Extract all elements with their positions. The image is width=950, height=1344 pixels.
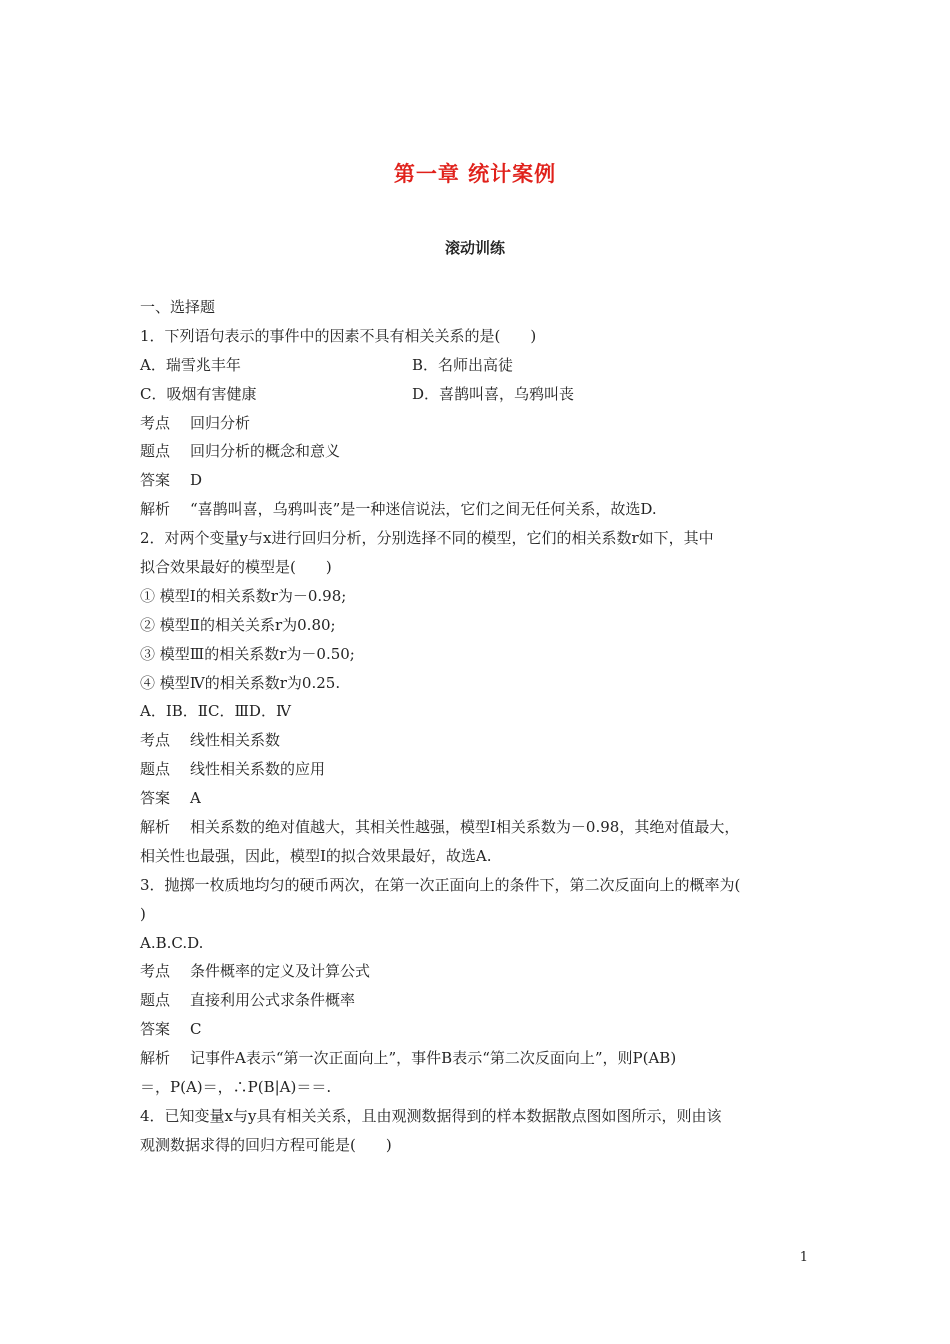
q2-tidian-label: 题点: [140, 760, 171, 779]
q2-kaodian-label: 考点: [140, 731, 171, 750]
q1-kaodian-label: 考点: [140, 413, 171, 432]
q3-answer: [140, 1015, 805, 1044]
q1-option-d: D．喜鹊叫喜，乌鸦叫丧: [412, 384, 575, 403]
q3-analysis-line1: [140, 1044, 805, 1073]
section-subtitle: 滚动训练: [444, 239, 505, 257]
section-heading: 一、选择题: [140, 298, 216, 316]
q3-answer-label: 答案: [140, 1020, 171, 1039]
q2-stem-line1: 2．对两个变量y与x进行回归分析，分别选择不同的模型，它们的相关系数r如下，其中: [140, 529, 714, 548]
q2-answer: [140, 784, 805, 813]
q1-answer-value: D: [190, 471, 203, 490]
q1-options-row1: [140, 351, 805, 380]
q2-tidian-value: 线性相关系数的应用: [190, 760, 326, 779]
q3-stem-line2: ): [140, 904, 146, 923]
q2-analysis-text1: 相关系数的绝对值越大，其相关性越强，模型Ⅰ相关系数为－0.98，其绝对值最大，: [190, 818, 740, 837]
q2-tidian: [140, 755, 805, 784]
q2-answer-label: 答案: [140, 789, 171, 808]
q2-model-3: ③ 模型Ⅲ的相关系数r为－0.50;: [140, 644, 355, 663]
q1-answer: [140, 466, 805, 495]
q2-model-1: ① 模型Ⅰ的相关系数r为－0.98;: [140, 586, 347, 605]
q3-analysis-line2: ＝，P(A)＝，∴P(B|A)＝＝.: [140, 1078, 332, 1097]
q4-stem-line2: 观测数据求得的回归方程可能是( ): [140, 1135, 392, 1154]
q3-options: A.B.C.D.: [140, 933, 204, 952]
q1-analysis-text: “喜鹊叫喜，乌鸦叫丧”是一种迷信说法，它们之间无任何关系，故选D.: [190, 500, 657, 519]
q2-kaodian: [140, 726, 805, 755]
q3-kaodian-label: 考点: [140, 962, 171, 981]
q1-options-row2: [140, 380, 805, 409]
q1-answer-label: 答案: [140, 471, 171, 490]
q3-kaodian: [140, 957, 805, 986]
q2-model-4: ④ 模型Ⅳ的相关系数r为0.25.: [140, 673, 341, 692]
q1-option-a: A．瑞雪兆丰年: [140, 355, 241, 374]
q1-option-b: B．名师出高徒: [412, 355, 514, 374]
q1-kaodian-value: 回归分析: [190, 413, 251, 432]
q1-tidian: [140, 437, 805, 466]
q3-answer-value: C: [190, 1020, 202, 1039]
q1-tidian-label: 题点: [140, 442, 171, 461]
q1-option-c: C．吸烟有害健康: [140, 384, 257, 403]
q2-analysis-line1: [140, 813, 805, 842]
q1-analysis-label: 解析: [140, 500, 171, 519]
q2-answer-value: A: [190, 789, 201, 808]
q4-stem-line1: 4．已知变量x与y具有相关关系，且由观测数据得到的样本数据散点图如图所示，则由该: [140, 1106, 722, 1125]
chapter-title: 第一章 统计案例: [393, 162, 557, 186]
q3-kaodian-value: 条件概率的定义及计算公式: [190, 962, 371, 981]
q3-analysis-text1: 记事件A表示“第一次正面向上”，事件B表示“第二次反面向上”，则P(AB): [190, 1049, 677, 1068]
q1-tidian-value: 回归分析的概念和意义: [190, 442, 341, 461]
q2-options: A．ⅠB．ⅡC．ⅢD．Ⅳ: [140, 702, 291, 721]
q3-analysis-label: 解析: [140, 1049, 171, 1068]
q3-tidian-value: 直接利用公式求条件概率: [190, 991, 356, 1010]
q1-kaodian: [140, 409, 805, 438]
q2-analysis-line2: 相关性也最强，因此，模型Ⅰ的拟合效果最好，故选A.: [140, 846, 492, 865]
q3-stem-line1: 3．抛掷一枚质地均匀的硬币两次，在第一次正面向上的条件下，第二次反面向上的概率为(: [140, 875, 741, 894]
page-number: 1: [799, 1250, 808, 1265]
q1-stem: 1．下列语句表示的事件中的因素不具有相关关系的是( ): [140, 326, 537, 345]
q3-tidian: [140, 986, 805, 1015]
q1-analysis: [140, 495, 805, 524]
q3-tidian-label: 题点: [140, 991, 171, 1010]
document-body: [140, 293, 805, 1160]
q2-analysis-label: 解析: [140, 818, 171, 837]
q2-stem-line2: 拟合效果最好的模型是( ): [140, 558, 332, 577]
q2-model-2: ② 模型Ⅱ的相关关系r为0.80;: [140, 615, 336, 634]
q2-kaodian-value: 线性相关系数: [190, 731, 281, 750]
